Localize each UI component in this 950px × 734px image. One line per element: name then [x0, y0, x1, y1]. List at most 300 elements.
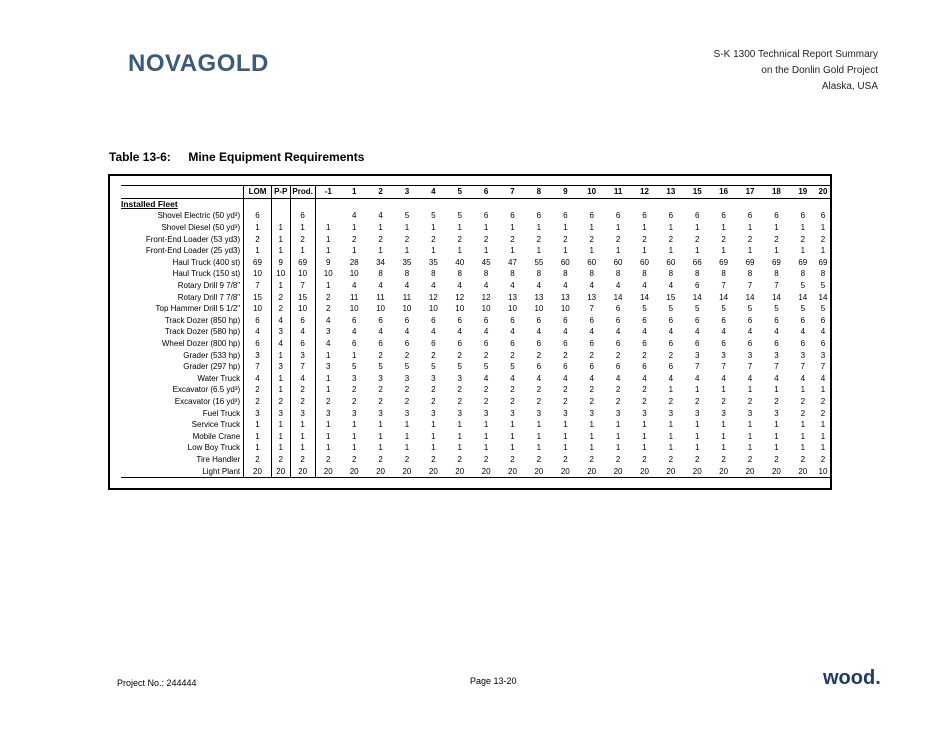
- count-cell: 2: [800, 408, 806, 418]
- count-cell: 10: [816, 465, 830, 477]
- count-cell: 2: [457, 396, 462, 406]
- count-cell: 3: [244, 349, 272, 361]
- count-cell: 1: [800, 223, 806, 233]
- count-cell: 3: [457, 373, 462, 383]
- count-cell: 6: [589, 339, 594, 349]
- equipment-name: Excavator (6.5 yd³): [172, 385, 241, 395]
- count-cell: 1: [378, 443, 383, 453]
- count-cell: 3: [378, 408, 383, 418]
- count-cell: 4: [483, 281, 489, 291]
- header-cell: 2: [367, 186, 393, 199]
- count-cell: 6: [747, 339, 753, 349]
- table-row: [121, 349, 830, 361]
- count-cell: 6: [483, 211, 489, 221]
- count-cell: 47: [508, 257, 517, 267]
- count-cell: 1: [351, 431, 357, 441]
- count-cell: 8: [800, 269, 806, 279]
- count-cell: 1: [378, 246, 383, 256]
- count-cell: 10: [376, 304, 385, 314]
- count-cell: 3: [615, 408, 621, 418]
- count-cell: 4: [271, 338, 290, 350]
- count-cell: 2: [695, 396, 700, 406]
- table-title: Mine Equipment Requirements: [188, 150, 365, 164]
- count-cell: 1: [457, 223, 462, 233]
- count-cell: 6: [351, 339, 357, 349]
- header-cell-label: [121, 186, 244, 199]
- count-cell: 3: [431, 373, 436, 383]
- count-cell: 4: [642, 373, 647, 383]
- count-cell: 10: [455, 304, 465, 314]
- count-cell: 2: [378, 396, 383, 406]
- equipment-name: Tire Handler: [196, 454, 241, 464]
- count-cell: 2: [721, 396, 726, 406]
- count-cell: 4: [536, 373, 542, 383]
- count-cell: 1: [615, 246, 621, 256]
- count-cell: 1: [668, 385, 674, 395]
- count-cell: 1: [563, 223, 568, 233]
- count-cell: 7: [774, 281, 779, 291]
- count-cell: 12: [428, 292, 438, 302]
- count-cell: 14: [613, 292, 623, 302]
- count-cell: 1: [378, 420, 383, 430]
- count-cell: 2: [351, 385, 357, 395]
- count-cell: 4: [351, 211, 357, 221]
- count-cell: 20: [790, 465, 816, 477]
- count-cell: 20: [763, 465, 789, 477]
- count-cell: 7: [721, 281, 726, 291]
- count-cell: 11: [376, 292, 385, 302]
- count-cell: 2: [404, 396, 410, 406]
- count-cell: 5: [510, 362, 515, 372]
- count-cell: 3: [563, 408, 568, 418]
- count-cell: 1: [820, 246, 826, 256]
- count-cell: 6: [563, 211, 568, 221]
- count-cell: 3: [244, 407, 272, 419]
- count-cell: 4: [483, 327, 489, 337]
- count-cell: 4: [563, 281, 568, 291]
- count-cell: 9: [271, 257, 290, 269]
- count-cell: 1: [589, 431, 594, 441]
- count-cell: 2: [378, 385, 383, 395]
- table-row: [121, 373, 830, 385]
- count-cell: 3: [431, 408, 436, 418]
- count-cell: 1: [800, 246, 806, 256]
- count-cell: 1: [483, 431, 489, 441]
- count-cell: 6: [615, 211, 621, 221]
- count-cell: 4: [642, 327, 647, 337]
- count-cell: 1: [589, 246, 594, 256]
- count-cell: 4: [510, 327, 515, 337]
- count-cell: 2: [721, 454, 726, 464]
- count-cell: 4: [378, 211, 383, 221]
- count-cell: 6: [563, 315, 568, 325]
- count-cell: 8: [378, 269, 383, 279]
- count-cell: 4: [563, 327, 568, 337]
- count-cell: 2: [668, 454, 674, 464]
- equipment-name: Light Plant: [121, 465, 244, 477]
- header-cell: 3: [394, 186, 420, 199]
- count-cell: 1: [404, 223, 410, 233]
- header-line-1: S-K 1300 Technical Report Summary: [713, 49, 878, 60]
- equipment-name: Excavator (16 yd³): [174, 396, 241, 406]
- count-cell: 8: [721, 269, 726, 279]
- count-cell: 35: [402, 257, 412, 267]
- count-cell: 1: [668, 223, 674, 233]
- empty-cell: [763, 198, 789, 210]
- equipment-name: Grader (297 hp): [183, 362, 241, 372]
- count-cell: 60: [613, 257, 623, 267]
- count-cell: 2: [404, 234, 410, 244]
- count-cell: 1: [431, 223, 436, 233]
- empty-cell: [244, 198, 272, 210]
- count-cell: 2: [431, 234, 436, 244]
- header-cell: 8: [526, 186, 552, 199]
- count-cell: 1: [326, 234, 331, 244]
- count-cell: 6: [536, 211, 542, 221]
- count-cell: 1: [271, 349, 290, 361]
- count-cell: 60: [587, 257, 597, 267]
- count-cell: 3: [404, 408, 410, 418]
- count-cell: 2: [378, 454, 383, 464]
- count-cell: 60: [640, 257, 649, 267]
- count-cell: 20: [420, 465, 446, 477]
- count-cell: 8: [457, 269, 462, 279]
- equipment-name: Front-End Loader (25 yd3): [145, 246, 241, 256]
- empty-cell: [631, 198, 657, 210]
- count-cell: 10: [534, 304, 544, 314]
- count-cell: 7: [290, 361, 315, 373]
- count-cell: 1: [774, 246, 779, 256]
- count-cell: 1: [668, 443, 674, 453]
- count-cell: 14: [640, 292, 649, 302]
- count-cell: 2: [483, 385, 489, 395]
- count-cell: 6: [695, 315, 700, 325]
- group-row: [121, 198, 830, 210]
- count-cell: 6: [589, 211, 594, 221]
- empty-cell: [290, 198, 315, 210]
- count-cell: 4: [721, 373, 726, 383]
- count-cell: 1: [244, 222, 272, 234]
- header-cell: 4: [420, 186, 446, 199]
- count-cell: 2: [668, 350, 674, 360]
- count-cell: 1: [431, 431, 436, 441]
- count-cell: 1: [404, 420, 410, 430]
- count-cell: 6: [563, 339, 568, 349]
- count-cell: 4: [668, 281, 674, 291]
- count-cell: 1: [589, 420, 594, 430]
- table-row: [121, 222, 830, 234]
- count-cell: 6: [510, 315, 515, 325]
- count-cell: 8: [510, 269, 515, 279]
- count-cell: 4: [589, 281, 594, 291]
- count-cell: 3: [326, 362, 331, 372]
- table-row: [121, 245, 830, 257]
- empty-cell: [658, 198, 684, 210]
- count-cell: 2: [271, 396, 290, 408]
- equipment-name: Track Dozer (580 hp): [164, 327, 241, 337]
- count-cell: 1: [378, 431, 383, 441]
- count-cell: 20: [658, 465, 684, 477]
- count-cell: 2: [615, 454, 621, 464]
- table-number: Table 13-6:: [109, 150, 171, 164]
- count-cell: 1: [536, 420, 542, 430]
- count-cell: 69: [745, 257, 755, 267]
- table-row: [121, 210, 830, 222]
- count-cell: 1: [244, 430, 272, 442]
- count-cell: 5: [378, 362, 383, 372]
- count-cell: 4: [351, 281, 357, 291]
- count-cell: 20: [473, 465, 499, 477]
- count-cell: 2: [642, 396, 647, 406]
- project-number: Project No.: 244444: [117, 678, 197, 688]
- equipment-name: Water Truck: [197, 373, 241, 383]
- empty-cell: [552, 198, 578, 210]
- count-cell: 1: [510, 223, 515, 233]
- count-cell: 10: [244, 303, 272, 315]
- count-cell: 4: [290, 373, 315, 385]
- count-cell: 2: [290, 454, 315, 466]
- count-cell: 2: [642, 454, 647, 464]
- count-cell: 2: [457, 350, 462, 360]
- count-cell: 7: [721, 362, 726, 372]
- count-cell: 2: [615, 396, 621, 406]
- count-cell: 10: [428, 304, 438, 314]
- equipment-name: Service Truck: [191, 420, 241, 430]
- count-cell: 3: [510, 408, 515, 418]
- count-cell: 4: [668, 373, 674, 383]
- count-cell: 2: [774, 234, 779, 244]
- count-cell: 4: [536, 281, 542, 291]
- header-cell: 16: [710, 186, 736, 199]
- count-cell: 2: [774, 396, 779, 406]
- equipment-name: Track Dozer (850 hp): [164, 315, 241, 325]
- count-cell: 4: [271, 315, 290, 327]
- equipment-name: Grader (533 hp): [183, 350, 241, 360]
- table-row: [121, 442, 830, 454]
- count-cell: 9: [326, 257, 331, 267]
- count-cell: 6: [589, 362, 594, 372]
- report-header: [714, 47, 878, 95]
- count-cell: 13: [560, 292, 570, 302]
- count-cell: 3: [536, 408, 542, 418]
- count-cell: 5: [457, 362, 462, 372]
- table-row: [121, 268, 830, 280]
- count-cell: 6: [642, 315, 647, 325]
- count-cell: 4: [615, 281, 621, 291]
- table-row: [121, 465, 830, 477]
- count-cell: 1: [510, 431, 515, 441]
- count-cell: 1: [589, 223, 594, 233]
- count-cell: 3: [351, 408, 357, 418]
- count-cell: 66: [692, 257, 702, 267]
- count-cell: 6: [536, 339, 542, 349]
- count-cell: 7: [695, 362, 700, 372]
- count-cell: 6: [244, 338, 272, 350]
- empty-cell: [473, 198, 499, 210]
- count-cell: 3: [457, 408, 462, 418]
- count-cell: 6: [536, 315, 542, 325]
- equipment-name: Shovel Diesel (50 yd³): [161, 223, 241, 233]
- count-cell: 6: [615, 315, 621, 325]
- equipment-name: Low Boy Truck: [187, 443, 241, 453]
- empty-cell: [578, 198, 604, 210]
- count-cell: 4: [404, 281, 410, 291]
- count-cell: 1: [721, 385, 726, 395]
- count-cell: 3: [774, 350, 779, 360]
- equipment-name: Haul Truck (400 st): [172, 257, 241, 267]
- count-cell: 2: [800, 396, 806, 406]
- group-label: Installed Fleet: [121, 198, 178, 209]
- count-cell: 5: [431, 211, 436, 221]
- empty-cell: [816, 198, 830, 210]
- count-cell: 4: [457, 281, 462, 291]
- empty-cell: [367, 198, 393, 210]
- count-cell: 1: [721, 431, 726, 441]
- count-cell: 2: [536, 385, 542, 395]
- count-cell: 6: [615, 339, 621, 349]
- count-cell: 10: [349, 269, 359, 279]
- count-cell: 1: [271, 222, 290, 234]
- count-cell: 3: [695, 408, 700, 418]
- table-row: [121, 361, 830, 373]
- count-cell: 40: [455, 257, 465, 267]
- count-cell: 6: [404, 339, 410, 349]
- count-cell: 6: [642, 362, 647, 372]
- count-cell: 3: [271, 361, 290, 373]
- count-cell: 3: [326, 408, 331, 418]
- count-cell: 3: [747, 350, 753, 360]
- count-cell: 6: [431, 315, 436, 325]
- count-cell: 2: [326, 454, 331, 464]
- count-cell: 10: [290, 303, 315, 315]
- equipment-table: [121, 185, 830, 478]
- count-cell: 6: [747, 315, 753, 325]
- header-cell: Prod.: [290, 186, 315, 199]
- count-cell: 1: [536, 223, 542, 233]
- count-cell: 4: [244, 326, 272, 338]
- count-cell: 20: [578, 465, 604, 477]
- count-cell: 3: [271, 326, 290, 338]
- count-cell: 2: [563, 385, 568, 395]
- count-cell: 1: [404, 431, 410, 441]
- count-cell: 3: [290, 349, 315, 361]
- empty-cell: [790, 198, 816, 210]
- count-cell: 2: [404, 385, 410, 395]
- table-row: [121, 430, 830, 442]
- count-cell: 3: [326, 327, 331, 337]
- count-cell: 2: [244, 233, 272, 245]
- count-cell: 1: [695, 385, 700, 395]
- equipment-name: Wheel Dozer (800 hp): [161, 339, 241, 349]
- count-cell: 6: [351, 315, 357, 325]
- count-cell: 2: [668, 234, 674, 244]
- count-cell: 6: [457, 315, 462, 325]
- count-cell: 1: [457, 431, 462, 441]
- count-cell: 7: [774, 362, 779, 372]
- count-cell: 4: [668, 327, 674, 337]
- count-cell: 7: [800, 362, 806, 372]
- count-cell: 1: [747, 223, 753, 233]
- count-cell: 1: [642, 420, 647, 430]
- count-cell: 1: [668, 420, 674, 430]
- count-cell: 1: [668, 246, 674, 256]
- count-cell: 6: [774, 211, 779, 221]
- count-cell: 2: [820, 396, 826, 406]
- count-cell: 10: [560, 304, 570, 314]
- count-cell: 4: [747, 373, 753, 383]
- count-cell: 1: [820, 385, 826, 395]
- count-cell: 1: [747, 420, 753, 430]
- count-cell: 20: [394, 465, 420, 477]
- count-cell: 2: [774, 454, 779, 464]
- count-cell: 4: [800, 327, 806, 337]
- count-cell: 1: [431, 246, 436, 256]
- count-cell: 2: [536, 396, 542, 406]
- count-cell: 10: [402, 304, 412, 314]
- count-cell: 2: [244, 384, 272, 396]
- count-cell: 1: [615, 431, 621, 441]
- count-cell: 69: [244, 257, 272, 269]
- count-cell: 5: [800, 304, 806, 314]
- count-cell: 1: [244, 442, 272, 454]
- equipment-name: Front-End Loader (53 yd3): [145, 234, 241, 244]
- count-cell: 2: [563, 350, 568, 360]
- count-cell: 6: [642, 211, 647, 221]
- count-cell: 3: [483, 408, 489, 418]
- count-cell: 4: [747, 327, 753, 337]
- count-cell: 1: [721, 443, 726, 453]
- count-cell: 8: [563, 269, 568, 279]
- count-cell: 1: [747, 385, 753, 395]
- count-cell: 2: [747, 396, 753, 406]
- table-row: [121, 257, 830, 269]
- count-cell: 2: [615, 234, 621, 244]
- count-cell: 1: [326, 223, 331, 233]
- table-caption: [109, 150, 364, 164]
- header-cell: 18: [763, 186, 789, 199]
- count-cell: 3: [820, 350, 826, 360]
- empty-cell: [315, 198, 341, 210]
- count-cell: 11: [350, 292, 359, 302]
- count-cell: 55: [534, 257, 544, 267]
- count-cell: 3: [695, 350, 700, 360]
- count-cell: 11: [402, 292, 412, 302]
- count-cell: 14: [692, 292, 702, 302]
- header-cell: 11: [605, 186, 631, 199]
- count-cell: 3: [290, 407, 315, 419]
- count-cell: 8: [615, 269, 621, 279]
- count-cell: 6: [244, 315, 272, 327]
- count-cell: 1: [695, 223, 700, 233]
- count-cell: 2: [351, 396, 357, 406]
- count-cell: 10: [271, 268, 290, 280]
- count-cell: 1: [351, 443, 357, 453]
- count-cell: 6: [378, 315, 383, 325]
- count-cell: 1: [563, 431, 568, 441]
- empty-cell: [341, 198, 367, 210]
- header-cell: 6: [473, 186, 499, 199]
- count-cell: 4: [536, 327, 542, 337]
- count-cell: 3: [721, 408, 726, 418]
- novagold-logo: NOVAGOLD: [128, 50, 269, 77]
- count-cell: 2: [510, 385, 515, 395]
- count-cell: 6: [642, 339, 647, 349]
- count-cell: 2: [536, 350, 542, 360]
- count-cell: 1: [483, 223, 489, 233]
- count-cell: 1: [326, 385, 331, 395]
- count-cell: 2: [642, 350, 647, 360]
- count-cell: 1: [695, 431, 700, 441]
